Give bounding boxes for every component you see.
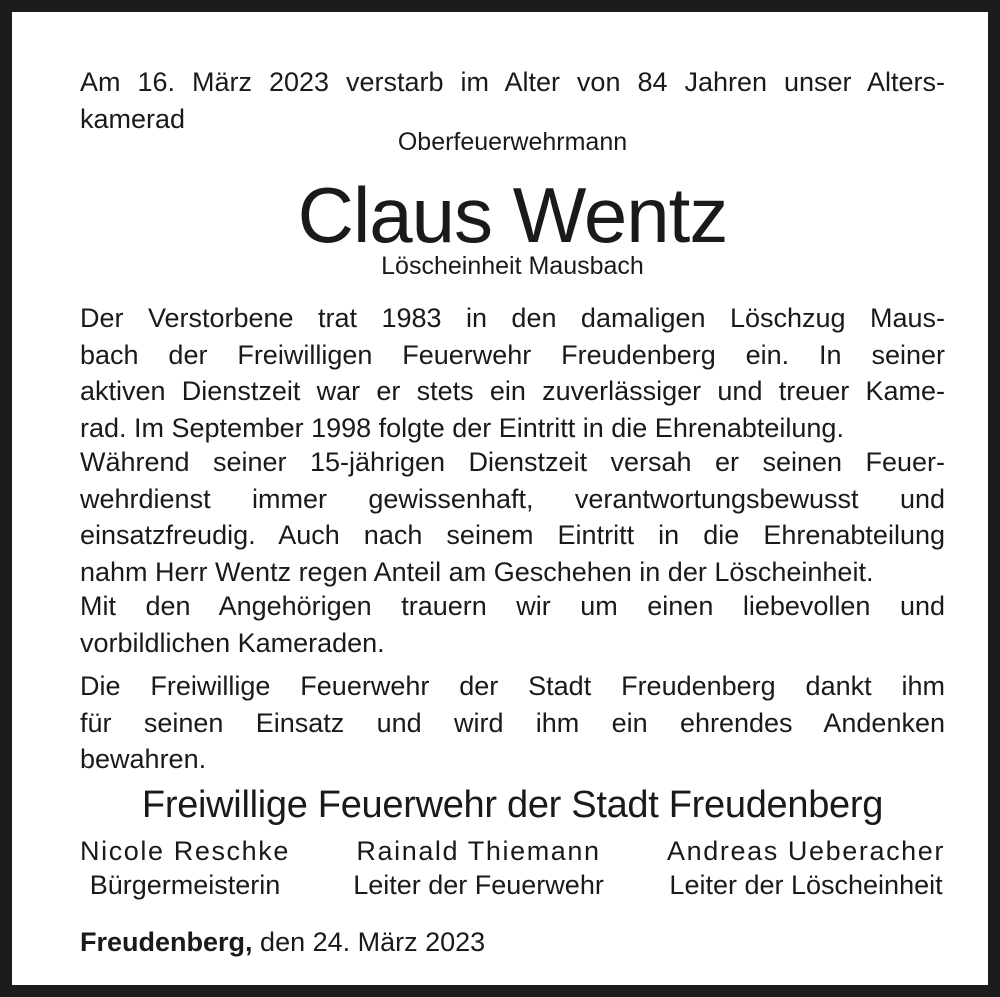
signatory-role: Leiter der Löscheinheit [669,870,943,900]
paragraph-line: Der Verstorbene trat 1983 in den damaligen Löschzug Maus- [80,303,945,333]
paragraph-4 [80,668,945,778]
place-date [80,924,945,960]
place: Freudenberg, [80,927,253,957]
signatory-name: Andreas Ueberacher [667,836,945,866]
organization-name: Freiwillige Feuerwehr der Stadt Freudenberg [141,784,884,826]
signatory [667,834,945,902]
signatory-name: Nicole Reschke [80,836,290,866]
signatory-role: Bürgermeisterin [89,870,281,900]
paragraph-line: vorbildlichen Kameraden. [80,627,385,658]
signatory [353,834,604,902]
signatory-role: Leiter der Feuerwehr [353,870,604,900]
intro-text [80,64,945,137]
paragraph-line: einsatzfreudig. Auch nach seinem Eintritt in die Ehrenabteilung [80,520,945,550]
paragraph-line: nahm Herr Wentz regen Anteil am Geschehen in der Löscheinheit. [80,556,874,587]
paragraph-line: wehrdienst immer gewissenhaft, verantwortungsbewusst und [80,483,945,514]
unit-name: Löscheinheit Mausbach [381,252,644,280]
paragraph-line: rad. Im September 1998 folgte der Eintritt in die Ehrenabteilung. [80,412,844,443]
signatories [80,834,945,902]
paragraph-line: Während seiner 15-jährigen Dienstzeit versah er seinen Feuer- [80,447,945,477]
paragraph-line: aktiven Dienstzeit war er stets ein zuverlässiger und treuer Kame- [80,376,945,406]
intro-line: Am 16. März 2023 verstarb im Alter von 84 Jahren unser Alters- [80,67,945,97]
paragraph-3 [80,588,945,661]
paragraph-1 [80,300,945,446]
signatory-name: Rainald Thiemann [356,836,601,866]
paragraph-line: Mit den Angehörigen trauern wir um einen liebevollen und [80,591,945,621]
signatory [80,834,290,902]
paragraph-line: für seinen Einsatz und wird ihm ein ehrendes Andenken [80,707,945,738]
date: den 24. März 2023 [260,927,486,957]
paragraph-line: bach der Freiwilligen Feuerwehr Freudenberg ein. In seiner [80,339,945,370]
rank-title: Oberfeuerwehrmann [397,128,628,156]
paragraph-line: bewahren. [80,744,207,774]
intro-line: kamerad [80,103,186,134]
paragraph-2 [80,444,945,590]
paragraph-line: Die Freiwillige Feuerwehr der Stadt Freudenberg dankt ihm [80,671,945,701]
deceased-name: Claus Wentz [297,171,728,259]
